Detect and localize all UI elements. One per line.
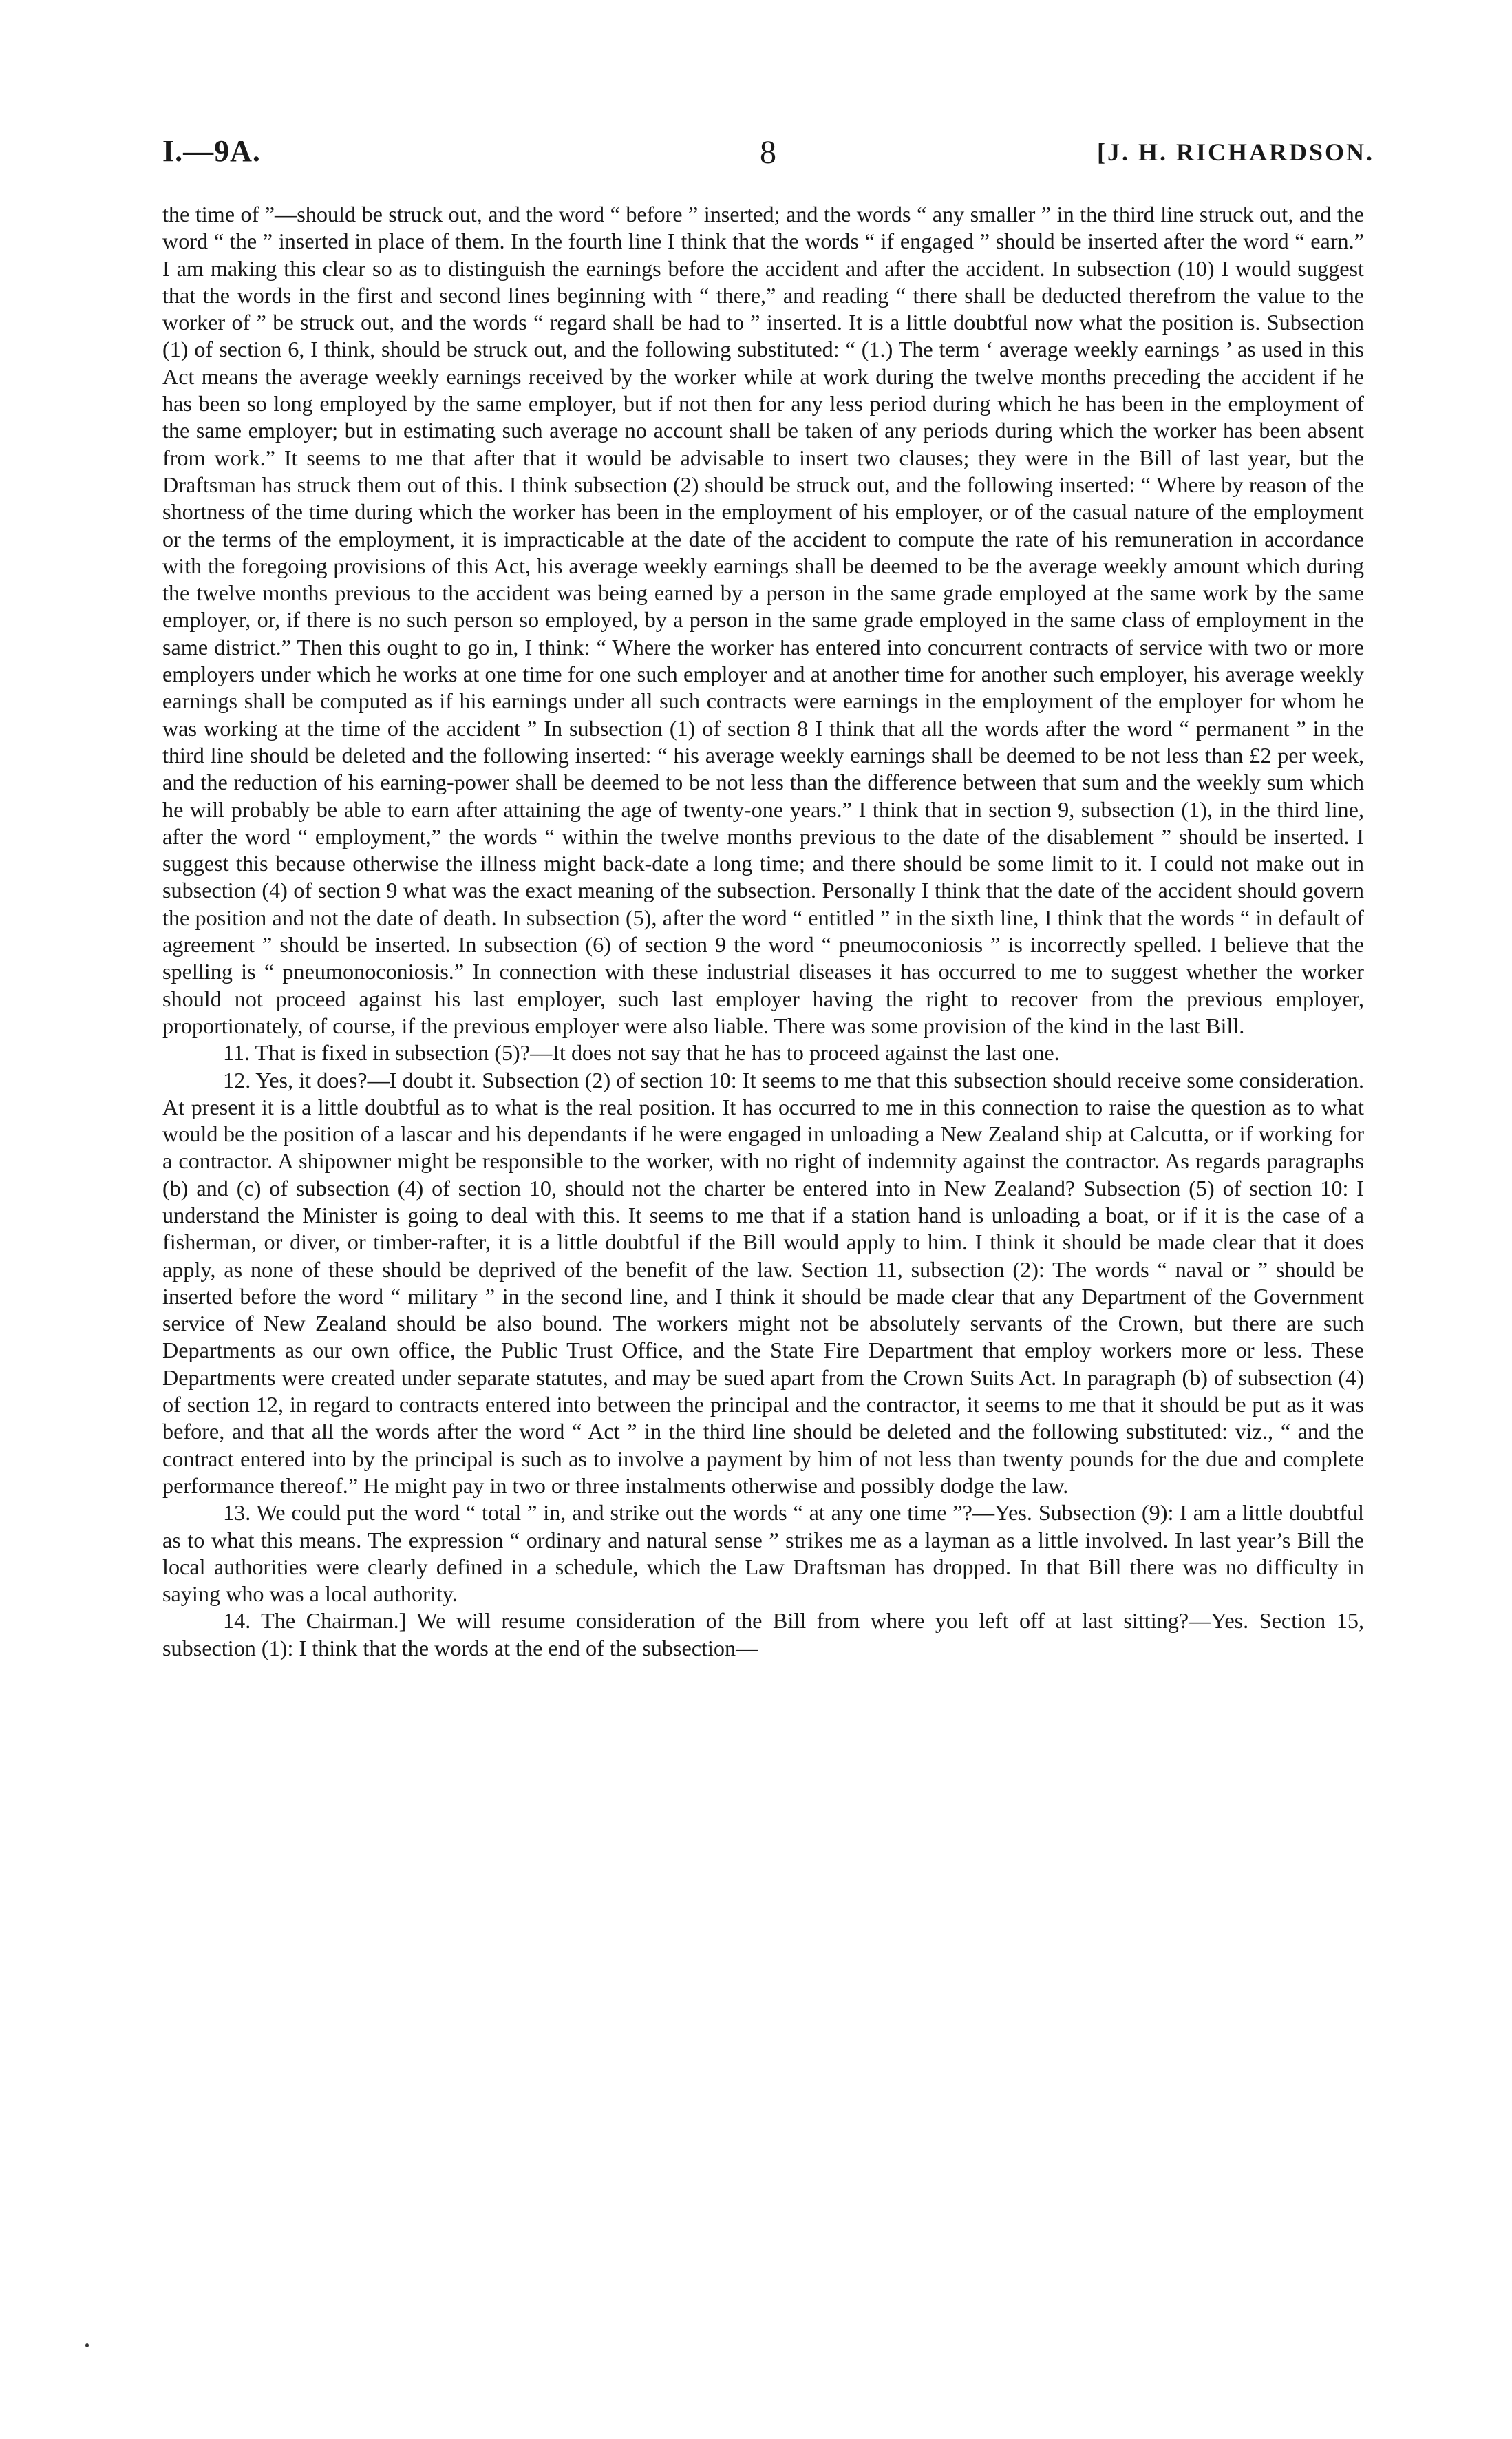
body-text: [162, 201, 1364, 1662]
document-reference: I.—9A.: [162, 134, 261, 168]
margin-mark: [85, 2343, 89, 2347]
paragraph-12: 12. Yes, it does?—I doubt it. Subsection (2) of section 10: It seems to me that this subsection should receive some consideration. At present it is a little doubtful as to what is the real position. It has occurred to me in this connection to raise the question as to what would be the position of a lascar and his dependants if he were engaged in unloading a New Zealand ship at Calcutta, or if working for a contractor. A shipowner might be responsible to the worker, with no right of indemnity against the contractor. As regards paragraphs (b) and (c) of subsection (4) of section 10, should not the charter be entered into in New Zealand? Subsection (5) of section 10: I understand the Minister is going to deal with this. It seems to me that if a station hand is unloading a boat, or if it is the case of a fisherman, or diver, or timber-rafter, it is a little doubtful if the Bill would apply to him. I think it should be made clear that it does apply, as none of these should be deprived of the benefit of the law. Section 11, subsection (2): The words “ naval or ” should be inserted before the word “ military ” in the second line, and I think it should be made clear that any Department of the Government service of New Zealand should be also bound. The workers might not be absolutely servants of the Crown, but there are such Departments as our own office, the Public Trust Office, and the State Fire Department that employ workers more or less. These Departments were created under separate statutes, and may be sued apart from the Crown Suits Act. In paragraph (b) of subsection (4) of section 12, in regard to contracts entered into between the principal and the contractor, it seems to me that it should be put as it was before, and that all the words after the word “ Act ” in the third line should be deleted and the following substituted: viz., “ and the contract entered into by the principal is such as to involve a payment by him of not less than twenty pounds for the due and complete performance thereof.” He might pay in two or three instalments otherwise and possibly dodge the law.: [162, 1067, 1364, 1498]
paragraph-14: 14. The Chairman.] We will resume consideration of the Bill from where you left off at last sitting?—Yes. Section 15, subsection (1): I think that the words at the end of the subsection—: [162, 1608, 1364, 1660]
paragraph-continuation: the time of ”—should be struck out, and the word “ before ” inserted; and the words “ any smaller ” in the third line struck out, and the word “ the ” inserted in place of them. In the fourth line I think that the words “ if engaged ” should be inserted after the word “ earn.” I am making this clear so as to distinguish the earnings before the accident and after the accident. In subsection (10) I would suggest that the words in the first and second lines beginning with “ there,” and reading “ there shall be deducted therefrom the value to the worker of ” be struck out, and the words “ regard shall be had to ” inserted. It is a little doubtful now what the position is. Subsection (1) of section 6, I think, should be struck out, and the following substituted: “ (1.) The term ‘ average weekly earnings ’ as used in this Act means the average weekly earnings received by the worker while at work during the twelve months preceding the accident if he has been so long employed by the same employer, but if not then for any less period during which he has been in the employment of the same employer; but in estimating such average no account shall be taken of any periods during which the worker has been absent from work.” It seems to me that after that it would be advisable to insert two clauses; they were in the Bill of last year, but the Draftsman has struck them out of this. I think subsection (2) should be struck out, and the following inserted: “ Where by reason of the shortness of the time during which the worker has been in the employment of his employer, or of the casual nature of the employment or the terms of the employment, it is impracticable at the date of the accident to compute the rate of his remuneration in accordance with the foregoing provisions of this Act, his average weekly earnings shall be deemed to be the average weekly amount which during the twelve months previous to the accident was being earned by a person in the same grade employed at the same work by the same employer, or, if there is no such person so employed, by a person in the same grade employed in the same class of employment in the same district.” Then this ought to go in, I think: “ Where the worker has entered into concurrent contracts of service with two or more employers under which he works at one time for one such employer and at another time for another such employer, his average weekly earnings shall be computed as if his earnings under all such contracts were earnings in the employment of the employer for whom he was working at the time of the accident ” In subsection (1) of section 8 I think that all the words after the word “ permanent ” in the third line should be deleted and the following inserted: “ his average weekly earnings shall be deemed to be not less than £2 per week, and the reduction of his earning-power shall be deemed to be not less than the difference between that sum and the weekly sum which he will probably be able to earn after attaining the age of twenty-one years.” I think that in section 9, subsection (1), in the third line, after the word “ employment,” the words “ within the twelve months previous to the date of the disablement ” should be inserted. I suggest this because otherwise the illness might back-date a long time; and there should be some limit to it. I could not make out in subsection (4) of section 9 what was the exact meaning of the subsection. Personally I think that the date of the accident should govern the position and not the date of death. In subsection (5), after the word “ entitled ” in the sixth line, I think that the words “ in default of agreement ” should be inserted. In subsection (6) of section 9 the word “ pneumoconiosis ” is incorrectly spelled. I believe that the spelling is “ pneumonoconiosis.” In connection with these industrial diseases it has occurred to me to suggest whether the worker should not proceed against his last employer, such last employer having the right to recover from the previous employer, proportionately, of course, if the previous employer were also liable. There was some provision of the kind in the last Bill.: [162, 202, 1364, 1038]
page-header: [162, 134, 1374, 175]
paragraph-11: 11. That is fixed in subsection (5)?—It does not say that he has to proceed against the last one.: [223, 1040, 1060, 1066]
page-number: 8: [760, 134, 777, 171]
paragraph-13: 13. We could put the word “ total ” in, and strike out the words “ at any one time ”?—Yes. Subsection (9): I am a little doubtful as to what this means. The expression “ ordinary and natural sense ” strikes me as a layman as a little involved. In last year’s Bill the local authorities were clearly defined in a schedule, which the Law Draftsman has dropped. In that Bill there was no difficulty in saying who was a local authority.: [162, 1500, 1364, 1607]
witness-name: [J. H. RICHARDSON.: [1096, 138, 1374, 166]
